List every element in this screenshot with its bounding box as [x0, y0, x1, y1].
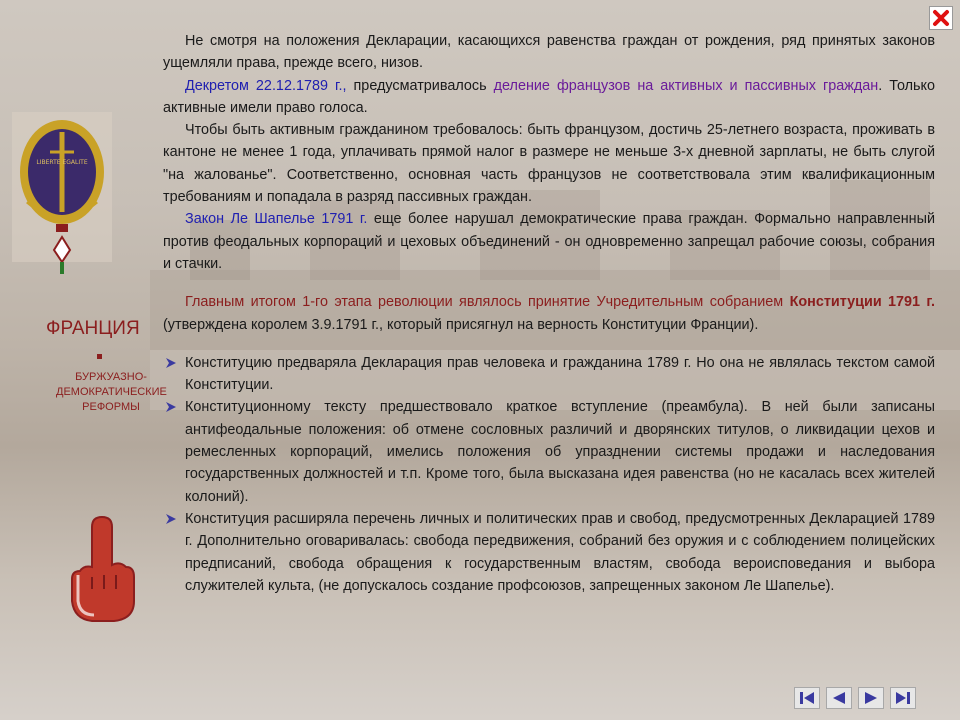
- last-slide-button[interactable]: [890, 687, 916, 709]
- decree-link[interactable]: Декретом 22.12.1789 г.,: [185, 77, 347, 94]
- country-title: ФРАНЦИЯ: [46, 318, 140, 339]
- slide-navigation: [794, 687, 916, 709]
- decree-highlight: деление французов на активных и пассивных граждан: [493, 77, 879, 94]
- close-icon: [932, 9, 950, 27]
- arrow-bullet-icon: [165, 401, 177, 413]
- slide-content: [163, 30, 935, 597]
- constitution-1791: Конституции 1791 г.: [789, 294, 935, 311]
- pointing-hand-icon: [68, 515, 138, 625]
- next-slide-icon: [863, 691, 879, 705]
- paragraph-constitution: Главным итогом 1-го этапа революции являлось принятие Учредительным собранием Конституции 1791 г. (утверждена королем 3.9.1791 г., который присягнул на верность Конституции Франции).: [163, 294, 935, 333]
- paragraph-decree: Декретом 22.12.1789 г., предусматривалось деление французов на активных и пассивных граждан. Только активные имели право голоса.: [163, 77, 935, 116]
- arrow-bullet-icon: [165, 513, 177, 525]
- list-item: Конституцию предваряла Декларация прав человека и гражданина 1789 г. Но она не являлась текстом самой Конституции.: [163, 352, 935, 397]
- paragraph-le-chapelier: Закон Ле Шапелье 1791 г. еще более нарушал демократические права граждан. Формально направленный против феодальных корпораций и цеховых объединений - он одновременно запрещал рабочие союзы, собрания и стачки.: [163, 211, 935, 272]
- paragraph-declaration: Не смотря на положения Декларации, касающихся равенства граждан от рождения, ряд принятых законов ущемляли права, прежде всего, низов.: [163, 33, 935, 72]
- close-button[interactable]: [929, 6, 953, 30]
- section-title: БУРЖУАЗНО-ДЕМОКРАТИЧЕСКИЕ РЕФОРМЫ: [56, 371, 167, 413]
- last-slide-icon: [895, 691, 911, 705]
- emblem-image: [12, 112, 112, 292]
- first-slide-button[interactable]: [794, 687, 820, 709]
- previous-slide-icon: [831, 691, 847, 705]
- sidebar-bullet: [97, 354, 102, 359]
- previous-slide-button[interactable]: [826, 687, 852, 709]
- left-panel: [0, 0, 165, 720]
- paragraph-active-citizen: Чтобы быть активным гражданином требовалось: быть французом, достичь 25-летнего возраста, проживать в кантоне не менее 1 года, уплачивать прямой налог в размере не меньше 3-х дневной зарплаты, не быть слугой "на жалованье". Соответственно, основная часть французов не соответствовала этим квалификационным требованиям и попадала в разряд пассивных граждан.: [163, 122, 935, 206]
- first-slide-icon: [799, 691, 815, 705]
- next-slide-button[interactable]: [858, 687, 884, 709]
- emblem-text: LIBERTE EGALITE: [36, 159, 88, 166]
- list-item: Конституция расширяла перечень личных и политических прав и свобод, предусмотренных Декларацией 1789 г. Дополнительно оговаривалась: свобода передвижения, собраний без оружия и с соблюдением полицейских предписаний, свобода обращения к государственным властям, свобода вероисповедания и выбора служителей культа, (не допускалось создание профсоюзов, запрещенных законом Ле Шапелье).: [163, 508, 935, 597]
- le-chapelier-link[interactable]: Закон Ле Шапелье 1791 г.: [185, 211, 368, 228]
- list-item: Конституционному тексту предшествовало краткое вступление (преамбула). В ней были записаны антифеодальные положения: об отмене сословных различий и дворянских титулов, о ликвидации цехов и ремесленных корпораций, имелись положения об упразднении системы продажи и наследования государственных должностей и т.п. Кроме того, была высказана идея равенства (но не касалась всех жителей колоний).: [163, 396, 935, 507]
- arrow-bullet-icon: [165, 357, 177, 369]
